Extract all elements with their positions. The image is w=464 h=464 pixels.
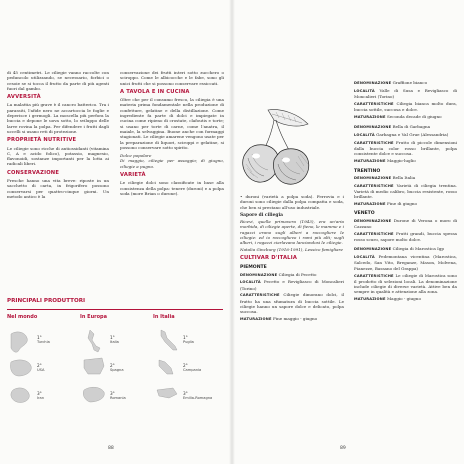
label-maturazione: MATURAZIONE xyxy=(354,297,386,302)
piemonte-localita xyxy=(240,279,344,291)
top-denominazione-value: Graffione bianco xyxy=(392,80,428,85)
trentino-caratteristiche xyxy=(354,183,457,200)
trentino-maturazione xyxy=(354,201,457,207)
proprieta-text: Le ciliegie sono ricche di antiossidanti (vitamina C, A e acido folico), potassio, magnesio, flavonoidi, sostanze importanti per la lotta ai radicali liberi. xyxy=(7,145,109,167)
label-caratteristiche: CARATTERISTICHE xyxy=(354,183,394,188)
world-rank-2 xyxy=(37,364,44,373)
label-maturazione: MATURAZIONE xyxy=(240,317,272,322)
region-veneto: VENETO xyxy=(354,211,375,217)
producers-europe-title: In Europa xyxy=(80,314,107,320)
label-localita: LOCALITÀ xyxy=(354,255,375,260)
veneto-denominazione-value: Durone di Verona o moro di Cazzano xyxy=(354,217,458,229)
third-caratteristiche-value: Le ciliegie di Marostica sono il prodotto di selezioni locali. La denominazione include ciliegie di diverse varietà. Attive ben da sempre in qualità e attenzione alla zona. xyxy=(354,272,457,295)
dolce-popolare-label: Dolce popolare xyxy=(120,153,152,159)
italy-rank-3 xyxy=(183,392,217,401)
third-localita xyxy=(354,254,457,271)
label-localita: LOCALITÀ xyxy=(240,280,261,285)
third-maturazione xyxy=(354,296,457,302)
top-caratteristiche-value: Ciliegia bianca molto dura, buccia sottile, succosa e dolce. xyxy=(354,100,457,113)
label-maturazione: MATURAZIONE xyxy=(354,114,386,119)
left-column-1 xyxy=(7,70,109,202)
world-rank-2-name: USA xyxy=(37,368,45,373)
piemonte-maturazione xyxy=(240,316,344,322)
world-rank-2-pos: 2° xyxy=(37,363,42,368)
producers-italy-panel xyxy=(153,314,219,418)
trentino-denominazione xyxy=(354,175,457,181)
left-page-number: 88 xyxy=(108,446,114,451)
sapore-heading: Sapore di ciliegia xyxy=(240,212,283,218)
veneto-denominazione xyxy=(354,218,457,230)
third-caratteristiche xyxy=(354,273,457,295)
europe-rank-2 xyxy=(110,364,124,373)
second-maturazione xyxy=(354,158,457,164)
third-maturazione-value: Maggio - giugno xyxy=(386,296,421,302)
world-rank-3 xyxy=(37,392,44,401)
piemonte-maturazione-value: Fine maggio - giugno xyxy=(272,316,318,322)
world-rank-3-name: Iran xyxy=(37,396,45,401)
sapore-author: Natalia Ginzburg (1916-1991), Lessico famigliare xyxy=(240,246,343,252)
second-localita xyxy=(354,132,457,138)
right-page-number: 89 xyxy=(340,446,346,451)
left-column-2 xyxy=(120,70,224,199)
conservazione-heading: CONSERVAZIONE xyxy=(7,169,60,176)
tavola-text: Oltre che per il consumo fresco, la ciliegia è una materia prima fondamentale nella produzione di confetture, gelatine e della distillazione. Come ingrediente fa parte di dolci e impiegate in cucina come ripieno di crostate, clafoutis e torte; si usano per torte di carne, come l'anatra, il maiale, la selvaggina. Buone anche con formaggi stagionati. Le ciliegie amarene vengono usate per la preparazione di liquori, sciroppi e gelatine, si possono conservare sotto spirito. xyxy=(120,97,224,150)
europe-rank-3-name: Romania xyxy=(110,396,126,401)
conservazione-text: Fresche hanno una vita breve: riposte in un sacchetto di carta, in frigorifero possono conservarsi per quattro-cinque giorni. Un metodo antico è la xyxy=(7,178,109,199)
label-localita: LOCALITÀ xyxy=(354,133,375,138)
second-maturazione-value: Maggio-luglio xyxy=(386,158,416,164)
varieta-heading: VARIETÀ xyxy=(120,172,146,179)
avversita-heading: AVVERSITÀ xyxy=(7,94,41,101)
dolce-popolare-quote: Di maggio, ciliegie per assaggio; di giugno, ciliegie a pugno. xyxy=(120,158,224,169)
europe-rank-3-pos: 3° xyxy=(110,391,115,396)
label-caratteristiche: CARATTERISTICHE xyxy=(354,231,394,236)
producers-heading: PRINCIPALI PRODUTTORI xyxy=(7,298,86,304)
piemonte-caratteristiche xyxy=(240,292,344,314)
conservazione-continued-text: conservazione dei frutti interi sotto zucchero o sciroppo. Come le albicocche e le fabe, sono gli unici frutti che si possono conservare essiccati. xyxy=(120,70,224,86)
cherries-illustration-icon xyxy=(238,106,316,190)
label-denominazione: DENOMINAZIONE xyxy=(354,175,392,180)
italia-shape-icon xyxy=(88,330,100,352)
right-column-2 xyxy=(354,80,457,304)
label-denominazione: DENOMINAZIONE xyxy=(240,272,278,277)
emilia-romagna-shape-icon xyxy=(157,388,177,398)
puglia-shape-icon xyxy=(161,330,177,350)
italy-rank-3-pos: 3° xyxy=(183,391,188,396)
trentino-denominazione-value: Bella Italia xyxy=(392,174,416,180)
romania-shape-icon xyxy=(83,387,104,402)
left-intro-text: di 45 centimetri. Le ciliegie vanno raccolte con peduncolo utilizzando, se necessario, forbici o cesoie se si tocca il frutto da parte di più agenti fuori dal gambo. xyxy=(7,70,109,91)
top-maturazione xyxy=(354,114,457,120)
second-localita-value: Garbagna e Val Grue (Alessandria) xyxy=(376,132,449,138)
world-rank-1 xyxy=(37,336,50,345)
avversita-text: La malattia più grave è il cancro batterico. Tra i parassiti, l'afide nero ne accartoccia le foglie e deperisce i germogli. La moscella più perfora la buccia e depone le uova sotto, lo sviluppo delle larve rovina la polpa. Per difendere i frutti dagli uccelli si usano reti di protezione. xyxy=(7,102,109,134)
second-denominazione-value: Bella di Garbagna xyxy=(392,124,431,130)
label-denominazione: DENOMINAZIONE xyxy=(354,218,392,223)
world-rank-1-name: Turchia xyxy=(37,340,50,345)
label-caratteristiche: CARATTERISTICHE xyxy=(354,140,394,145)
label-denominazione: DENOMINAZIONE xyxy=(354,247,392,252)
producers-italy-title: In Italia xyxy=(153,314,175,320)
top-caratteristiche xyxy=(354,101,457,113)
second-denominazione xyxy=(354,124,457,130)
usa-shape-icon xyxy=(10,360,31,376)
trentino-maturazione-value: Fine di giugno xyxy=(386,201,418,207)
italy-rank-3-name: Emilia-Romagna xyxy=(183,396,213,401)
spagna-shape-icon xyxy=(84,358,104,374)
top-denominazione xyxy=(354,80,457,86)
italy-rank-2-name: Campania xyxy=(183,368,202,373)
producers-world-title: Nel mondo xyxy=(7,314,38,320)
italy-rank-2-pos: 2° xyxy=(183,363,188,368)
sapore-quote: Ricevi, quella primavera (1943), era un'aria morbida, di ciliegie aperte, di fieno, le mamme e i ragazzi erano sugli alberi a raccogliere le ciliegie: ed io raccoglievo i rami più alti; sugli alberi, i ragazzi ciarlavano lanciandosi le ciliegie. xyxy=(240,219,344,246)
italy-rank-2 xyxy=(183,364,201,373)
top-localita xyxy=(354,88,457,100)
piemonte-localita-value: Pecetto e Revigliasco di Moncalieri (Torino) xyxy=(240,279,344,291)
label-denominazione: DENOMINAZIONE xyxy=(354,81,392,85)
proprieta-heading: PROPRIETÀ NUTRITIVE xyxy=(7,137,77,144)
veneto-caratteristiche xyxy=(354,231,457,243)
iran-shape-icon xyxy=(11,388,29,403)
second-caratteristiche-value: Frutto di piccole dimensioni dalla buccia color rosso brillante, polpa consistente dolce e succosa. xyxy=(354,139,457,157)
label-maturazione: MATURAZIONE xyxy=(354,202,386,207)
europe-rank-1-pos: 1° xyxy=(110,335,115,340)
right-column-1 xyxy=(240,194,344,324)
third-localita-value: Pedemontana vicentina (Marostica, Salcedo, San Vito, Breganze, Mason, Molvena, Pianezze, Bassano del Grappa) xyxy=(354,254,457,271)
label-caratteristiche: CARATTERISTICHE xyxy=(240,293,280,298)
varieta-text: Le ciliegie dolci sono classificate in base alla consistenza della polpa: tenere (duroni) e a polpa soda (more Brian o durone). xyxy=(120,180,224,196)
region-piemonte: PIEMONTE xyxy=(240,265,267,271)
third-denominazione xyxy=(354,246,457,252)
region-trentino: TRENTINO xyxy=(354,168,381,174)
europe-rank-2-name: Spagna xyxy=(110,368,124,373)
europe-rank-2-pos: 2° xyxy=(110,363,115,368)
world-rank-1-pos: 1° xyxy=(37,335,42,340)
turchia-shape-icon xyxy=(11,332,27,352)
veneto-caratteristiche-value: Frutti grandi, buccia spessa rosso scuro, sapore molto dolce. xyxy=(354,230,457,243)
second-caratteristiche xyxy=(354,140,457,157)
illustration-caption: • duroni (varietà a polpa soda). Ferrovia e i duroni sono ciliegie dalla polpa compatta e soda, che ben si prestano all'uso industriale. xyxy=(240,194,344,210)
world-rank-3-pos: 3° xyxy=(37,391,42,396)
piemonte-denominazione xyxy=(240,272,344,278)
label-caratteristiche: CARATTERISTICHE xyxy=(354,273,394,278)
producers-europe-panel xyxy=(80,314,146,418)
europe-rank-1-name: Italia xyxy=(110,340,119,345)
cultivar-heading: CULTIVAR D'ITALIA xyxy=(240,254,298,261)
piemonte-caratteristiche-value: Ciliegie dimorano dolci, il frutto ha una sfumatura di buccia sottile. Le ciliegie hanno un sapore dolce e delicato, polpa succosa. xyxy=(240,292,344,315)
producers-world-panel xyxy=(7,314,73,418)
label-caratteristiche: CARATTERISTICHE xyxy=(354,101,394,106)
italy-rank-1-name: Puglia xyxy=(183,340,194,345)
right-page xyxy=(232,0,464,464)
europe-rank-1 xyxy=(110,336,119,345)
third-denominazione-value: Ciliegia di Marostica Igp xyxy=(392,246,444,252)
label-denominazione: DENOMINAZIONE xyxy=(354,125,392,130)
italy-rank-1-pos: 1° xyxy=(183,335,188,340)
trentino-caratteristiche-value: Varietà di ciliegia trentina. Varietà di medio calibro, buccia resistente, rosso brillante. xyxy=(354,182,457,200)
piemonte-denominazione-value: Ciliegia di Pecetto xyxy=(278,271,317,277)
label-maturazione: MATURAZIONE xyxy=(354,159,386,164)
europe-rank-3 xyxy=(110,392,126,401)
italy-rank-1 xyxy=(183,336,194,345)
top-maturazione-value: Seconda decade di giugno xyxy=(386,113,442,119)
label-localita: LOCALITÀ xyxy=(354,88,375,93)
producers-divider xyxy=(7,309,223,310)
campania-shape-icon xyxy=(159,360,173,374)
tavola-heading: A TAVOLA E IN CUCINA xyxy=(120,88,190,95)
top-localita-value: Valle di Susa e Revigliasco di Moncalieri (Torino) xyxy=(354,87,457,100)
